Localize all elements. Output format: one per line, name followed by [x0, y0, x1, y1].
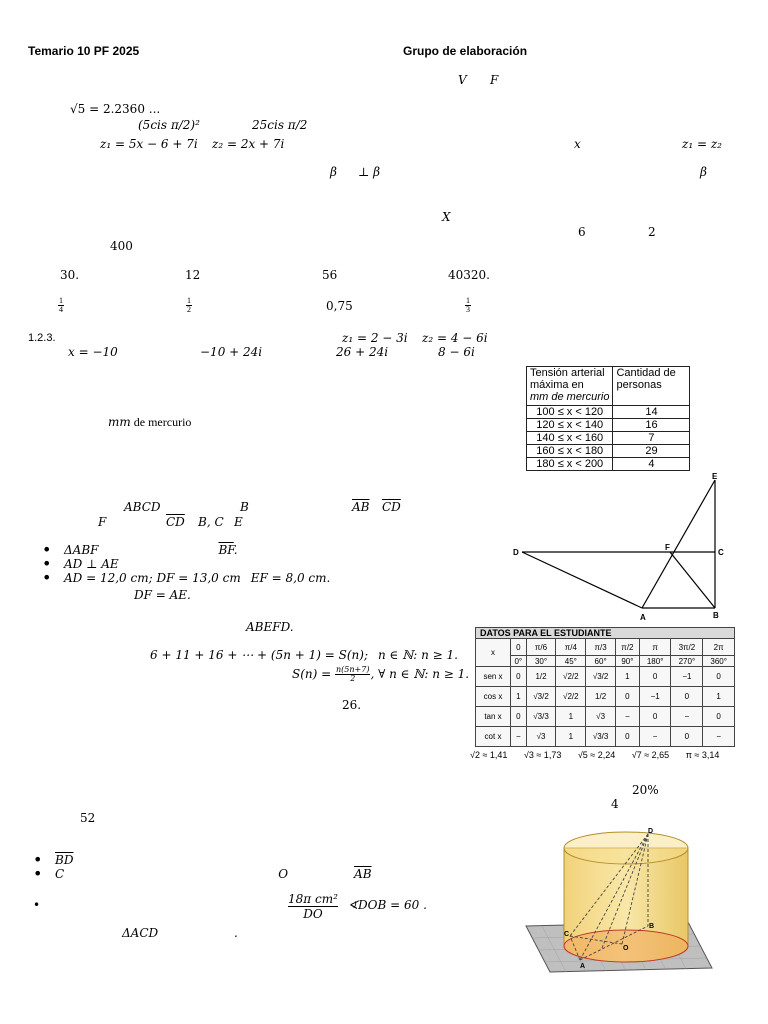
- frac-den: DO: [303, 907, 323, 921]
- option-56: 56: [322, 268, 338, 282]
- trig-value: 1: [511, 687, 527, 707]
- sum-expression: 6 + 11 + 16 + ⋯ + (5n + 1) = S(n);: [150, 648, 368, 662]
- false-label: F: [490, 73, 499, 87]
- point-B: B: [240, 500, 249, 514]
- trig-value: √2/2: [556, 687, 586, 707]
- trig-table-title: DATOS PARA EL ESTUDIANTE: [476, 628, 735, 639]
- trig-value: 0: [703, 667, 735, 687]
- fig-label-C: C: [718, 548, 724, 557]
- trig-value: √3/2: [526, 687, 556, 707]
- trig-value: 0: [616, 687, 640, 707]
- interval-cell: 120 ≤ x < 140: [527, 419, 613, 432]
- number-400: 400: [110, 239, 133, 253]
- number-26: 26.: [342, 698, 362, 712]
- trig-value: 0: [639, 707, 671, 727]
- count-cell: 14: [613, 406, 690, 419]
- angle-deg: 30°: [526, 656, 556, 667]
- fig-label-B: B: [649, 923, 655, 930]
- perpendicular-AD-AE: AD ⊥ AE: [64, 557, 119, 571]
- trig-value: −1: [639, 687, 671, 707]
- frac-num: 1: [187, 295, 191, 305]
- period: .: [234, 926, 238, 940]
- option-one-half: [186, 296, 192, 314]
- function-name: cot x: [476, 727, 511, 747]
- table-row: [527, 432, 690, 445]
- list-item: [55, 853, 372, 867]
- function-name: cos x: [476, 687, 511, 707]
- length-EF: EF = 8,0 cm: [250, 571, 327, 585]
- line-DA: [522, 552, 642, 608]
- center-O: O: [278, 867, 289, 881]
- option-x-minus-10: x = −10: [68, 345, 118, 359]
- fig-label-A: A: [640, 613, 646, 622]
- mm-unit: mm: [108, 415, 131, 429]
- option-cis-squared: (5cis π/2)²: [138, 118, 200, 132]
- approx-value: π ≈ 3,14: [685, 750, 720, 760]
- angle-rad: 2π: [703, 639, 735, 656]
- number-two: 2: [648, 225, 656, 239]
- mercury-rest: de mercurio: [130, 415, 192, 429]
- angle-DOB: ∢DOB = 60 .: [348, 898, 427, 912]
- approximations-row: [470, 750, 719, 760]
- line-AE: [642, 480, 715, 608]
- frac-den: 3: [466, 304, 470, 314]
- frac-num: 1: [59, 295, 63, 305]
- trig-value: −: [511, 727, 527, 747]
- length-AD-DF: AD = 12,0 cm; DF = 13,0 cm: [64, 571, 241, 585]
- trig-values-table: [475, 627, 735, 747]
- option-30: 30.: [60, 268, 80, 282]
- document-title: Temario 10 PF 2025: [28, 44, 140, 58]
- variable-X: X: [442, 210, 451, 224]
- count-cell: 7: [613, 432, 690, 445]
- angle-deg: 270°: [671, 656, 703, 667]
- segment-AB-2: $\overline{AB}$: [354, 867, 372, 881]
- pressure-table: [526, 366, 690, 471]
- trig-value: 0: [616, 727, 640, 747]
- trig-value: 0: [639, 667, 671, 687]
- cylinder-figure: [522, 822, 716, 974]
- count-cell: 29: [613, 445, 690, 458]
- frac-den: 2: [350, 674, 356, 683]
- segment-CD-2: $\overline{CD}$: [166, 515, 185, 529]
- trig-value: −: [671, 707, 703, 727]
- trig-value: 0: [671, 727, 703, 747]
- z2-value: z₂ = 4 − 6i: [422, 331, 488, 345]
- angle-rad: π/6: [526, 639, 556, 656]
- trig-value: −1: [671, 667, 703, 687]
- function-name: sen x: [476, 667, 511, 687]
- polygon-ABEFD: ABEFD.: [246, 620, 294, 634]
- fig-label-C: C: [564, 931, 570, 938]
- angle-rad: 3π/2: [671, 639, 703, 656]
- angle-rad: π/4: [556, 639, 586, 656]
- table-row: [476, 687, 735, 707]
- option-26-plus-24i: 26 + 24i: [336, 345, 389, 359]
- sqrt5-value: √5 = 2.2360 ...: [70, 102, 161, 116]
- period: .: [326, 571, 331, 585]
- angle-deg: 0°: [511, 656, 527, 667]
- points-BC: B, C: [198, 515, 224, 529]
- table-row: [476, 727, 735, 747]
- segment-CD: $\overline{CD}$: [382, 500, 401, 514]
- item-number: 1.2.3.: [28, 332, 56, 344]
- table-row: [476, 667, 735, 687]
- angle-rad: π: [639, 639, 671, 656]
- trig-value: 0: [671, 687, 703, 707]
- fig-label-D: D: [648, 828, 654, 835]
- equality-condition: z₁ = z₂: [682, 137, 722, 151]
- triangle-ACD: ΔACD: [122, 926, 159, 940]
- angle-rad: π/3: [586, 639, 616, 656]
- angle-deg: 90°: [616, 656, 640, 667]
- angle-rad: π/2: [616, 639, 640, 656]
- period: .: [233, 543, 238, 557]
- trig-value: √3/2: [586, 667, 616, 687]
- induction-domain: n ∈ ℕ: n ≥ 1.: [378, 648, 458, 662]
- pressure-header: [527, 367, 613, 406]
- number-four: 4: [611, 797, 619, 811]
- option-40320: 40320.: [448, 268, 490, 282]
- point-E: E: [234, 515, 243, 529]
- approx-value: √3 ≈ 1,73: [523, 750, 562, 760]
- trig-value: 1: [556, 707, 586, 727]
- count-header: [613, 367, 690, 406]
- table-row: [527, 419, 690, 432]
- angle-rad: 0: [511, 639, 527, 656]
- table-row: [476, 707, 735, 727]
- trig-value: −: [639, 727, 671, 747]
- beta-symbol: β: [330, 165, 337, 179]
- point-F: F: [98, 515, 107, 529]
- approx-value: √2 ≈ 1,41: [470, 750, 508, 760]
- segment-BD: $\overline{BD}$: [55, 853, 74, 867]
- trig-value: √3: [526, 727, 556, 747]
- z1-value: z₁ = 2 − 3i: [342, 331, 408, 345]
- fig-label-B: B: [713, 611, 719, 620]
- cylinder-top: [564, 832, 688, 864]
- trig-value: 1: [616, 667, 640, 687]
- trig-value: 0: [511, 667, 527, 687]
- table-row: [527, 445, 690, 458]
- header-line: personas: [616, 379, 662, 391]
- option-8-minus-6i: 8 − 6i: [438, 345, 475, 359]
- frac-num: 1: [466, 295, 470, 305]
- header-line: mm de mercurio: [530, 391, 610, 403]
- sn-formula: [292, 666, 469, 683]
- group-title: Grupo de elaboración: [403, 44, 528, 58]
- sn-label: S(n) =: [292, 667, 332, 681]
- trig-value: √3/3: [526, 707, 556, 727]
- option-one-third: [465, 296, 471, 314]
- list-item: [64, 543, 330, 557]
- option-25cis: 25cis π/2: [252, 118, 308, 132]
- bullet-marker: •: [33, 898, 41, 912]
- interval-cell: 160 ≤ x < 180: [527, 445, 613, 458]
- frac-den: 4: [59, 304, 63, 314]
- fig-label-F: F: [665, 543, 670, 552]
- frac-num: 18π cm²: [288, 892, 338, 906]
- percent-20: 20%: [632, 783, 659, 797]
- fig-label-A: A: [580, 963, 586, 970]
- segment-AB: $\overline{AB}$: [352, 500, 370, 514]
- angle-deg: 45°: [556, 656, 586, 667]
- fig-label-O: O: [623, 945, 629, 952]
- trig-value: √2/2: [556, 667, 586, 687]
- option-one-quarter: [58, 296, 64, 314]
- volume-fraction: [288, 892, 338, 921]
- count-cell: 16: [613, 419, 690, 432]
- trig-value: 0: [511, 707, 527, 727]
- triangle-ABF: ΔABF: [64, 543, 99, 557]
- trig-value: −: [703, 727, 735, 747]
- geometry-conditions: [64, 543, 330, 585]
- count-cell: 4: [613, 458, 690, 471]
- approx-value: √7 ≈ 2,65: [631, 750, 670, 760]
- number-six: 6: [578, 225, 586, 239]
- df-equals-ae: DF = AE.: [134, 588, 191, 602]
- trig-value: 1/2: [526, 667, 556, 687]
- header-line: Tensión arterial: [530, 367, 605, 379]
- x-header: x: [476, 639, 511, 667]
- option-075: 0,75: [326, 299, 353, 313]
- option-minus10-plus-24i: −10 + 24i: [200, 345, 263, 359]
- frac-den: 2: [187, 304, 191, 314]
- angle-deg: 180°: [639, 656, 671, 667]
- z2-expression: z₂ = 2x + 7i: [212, 137, 285, 151]
- interval-cell: 100 ≤ x < 120: [527, 406, 613, 419]
- true-label: V: [458, 73, 467, 87]
- fig-label-D: D: [513, 548, 519, 557]
- list-item: [64, 557, 330, 571]
- beta-symbol-right: β: [700, 165, 707, 179]
- perpendicular-beta: ⊥ β: [358, 165, 381, 179]
- table-row: [527, 406, 690, 419]
- trig-value: 0: [703, 707, 735, 727]
- quad-ABCD: ABCD: [124, 500, 161, 514]
- z1-expression: z₁ = 5x − 6 + 7i: [100, 137, 198, 151]
- fig-label-E: E: [712, 472, 718, 481]
- trig-value: 1: [556, 727, 586, 747]
- approx-value: √5 ≈ 2,24: [577, 750, 616, 760]
- table-row: [527, 458, 690, 471]
- trig-value: 1/2: [586, 687, 616, 707]
- angle-deg: 360°: [703, 656, 735, 667]
- number-52: 52: [80, 811, 96, 825]
- list-item: [64, 571, 330, 585]
- line-FB: [670, 552, 715, 608]
- variable-x: x: [574, 137, 581, 151]
- trig-value: √3: [586, 707, 616, 727]
- segment-BF: $\overline{BF}$: [218, 543, 234, 557]
- list-item: [55, 867, 372, 881]
- trig-value: −: [616, 707, 640, 727]
- mercury-text: [108, 415, 191, 430]
- interval-cell: 180 ≤ x < 200: [527, 458, 613, 471]
- interval-cell: 140 ≤ x < 160: [527, 432, 613, 445]
- point-C: C: [55, 867, 65, 881]
- trig-value: 1: [703, 687, 735, 707]
- header-line: máxima en: [530, 379, 584, 391]
- sn-domain: , ∀ n ∈ ℕ: n ≥ 1.: [370, 667, 470, 681]
- geometry-figure: [510, 470, 730, 622]
- angle-deg: 60°: [586, 656, 616, 667]
- cylinder-conditions: [55, 853, 372, 881]
- option-12: 12: [185, 268, 201, 282]
- function-name: tan x: [476, 707, 511, 727]
- trig-value: √3/3: [586, 727, 616, 747]
- header-line: Cantidad de: [616, 367, 676, 379]
- frac-num: n(5n+7): [336, 665, 370, 674]
